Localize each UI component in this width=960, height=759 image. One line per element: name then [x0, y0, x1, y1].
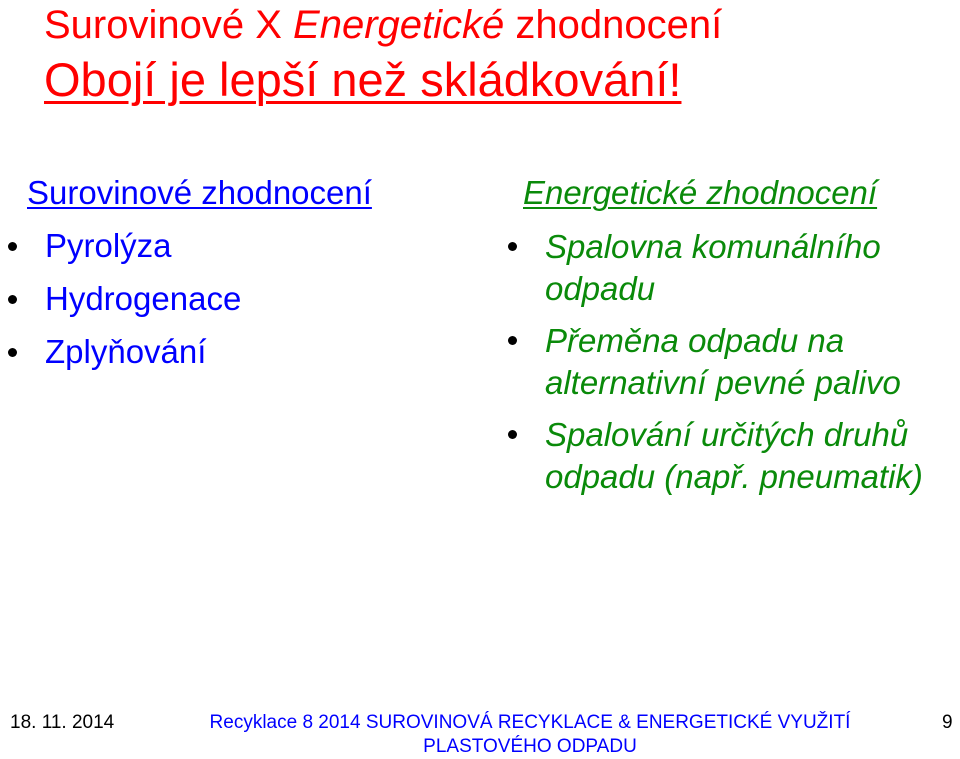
footer-caption — [160, 711, 900, 759]
bullet-icon — [8, 242, 17, 251]
right-column-heading: Energetické zhodnocení — [523, 174, 878, 211]
list-item — [0, 279, 241, 332]
footer-caption-line-2: PLASTOVÉHO ODPADU — [423, 736, 637, 757]
bullet-icon — [508, 430, 517, 439]
list-item — [499, 226, 939, 310]
list-item-text: Pyrolýza — [45, 227, 172, 264]
bullet-icon — [508, 242, 517, 251]
list-item-text: Spalování určitých druhů odpadu (např. pneumatik) — [545, 416, 923, 495]
title-part-evaluation: zhodnocení — [504, 3, 723, 47]
right-column-list — [499, 226, 939, 508]
slide-title-line-2: Obojí je lepší než skládkování! — [44, 53, 682, 106]
bullet-icon — [508, 336, 517, 345]
slide-title-line-1 — [44, 2, 722, 48]
page-number: 9 — [942, 712, 953, 733]
title-part-raw: Surovinové X — [44, 3, 294, 47]
list-item-text: Přeměna odpadu na alternativní pevné palivo — [545, 322, 901, 401]
list-item — [499, 414, 939, 498]
left-column-list — [0, 226, 241, 385]
footer-date: 18. 11. 2014 — [10, 712, 115, 733]
bullet-icon — [8, 348, 17, 357]
list-item-text: Spalovna komunálního odpadu — [545, 228, 881, 307]
left-column-heading: Surovinové zhodnocení — [27, 174, 372, 211]
list-item — [0, 332, 241, 385]
list-item-text: Zplyňování — [45, 333, 207, 370]
list-item — [0, 226, 241, 279]
list-item-text: Hydrogenace — [45, 280, 242, 317]
bullet-icon — [8, 295, 17, 304]
footer-caption-line-1: Recyklace 8 2014 SUROVINOVÁ RECYKLACE & ENERGETICKÉ VYUŽITÍ — [209, 712, 851, 733]
list-item — [499, 320, 939, 404]
title-part-energetic: Energetické — [293, 3, 505, 47]
